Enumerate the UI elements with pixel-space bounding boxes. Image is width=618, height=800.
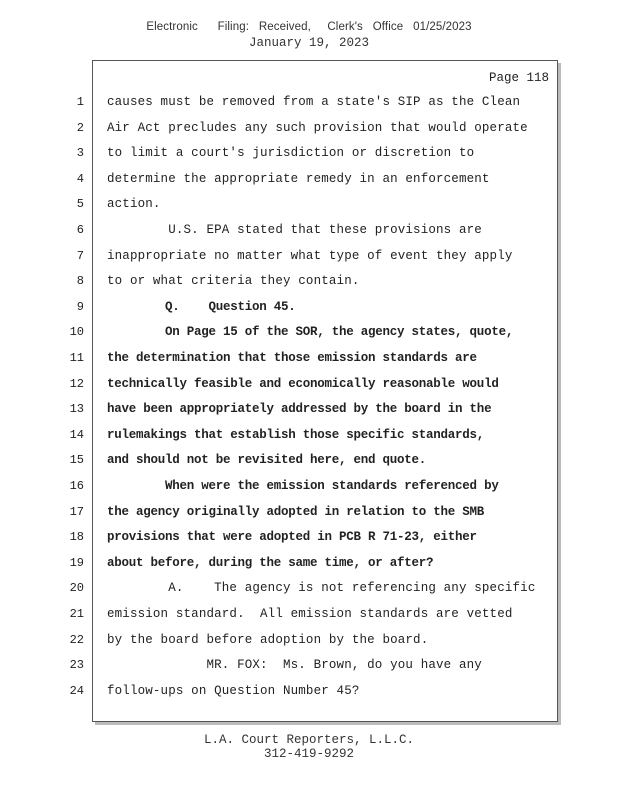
transcript-date: January 19, 2023	[248, 36, 370, 50]
line-number: 4	[76, 171, 84, 186]
line-text: the agency originally adopted in relation to the SMB	[107, 504, 485, 519]
line-number: 19	[69, 555, 84, 570]
line-text: to or what criteria they contain.	[107, 274, 360, 289]
line-number: 20	[69, 581, 84, 596]
line-number: 3	[76, 146, 84, 161]
line-number: 23	[69, 658, 84, 673]
line-number: 22	[69, 632, 84, 647]
line-text: by the board before adoption by the board.	[107, 632, 429, 647]
line-number: 15	[69, 453, 84, 468]
line-text: to limit a court's jurisdiction or discretion to	[107, 146, 475, 161]
line-number: 8	[76, 274, 84, 289]
line-number: 6	[76, 223, 84, 237]
footer-phone: 312-419-9292	[263, 747, 354, 761]
line-number: 13	[69, 402, 84, 417]
filing-stamp: Electronic Filing: Received, Clerk's Office 01/25/2023	[146, 21, 472, 33]
line-number: 17	[69, 504, 84, 519]
line-text: provisions that were adopted in PCB R 71-23, either	[107, 530, 477, 545]
line-text: about before, during the same time, or after?	[107, 555, 434, 570]
line-number: 5	[76, 197, 84, 212]
line-number: 12	[69, 376, 84, 391]
line-text: Air Act precludes any such provision that would operate	[107, 120, 528, 135]
footer-company: L.A. Court Reporters, L.L.C.	[203, 733, 415, 747]
line-number: 16	[69, 479, 84, 493]
line-number: 1	[76, 95, 84, 109]
line-text: A. The agency is not referencing any specific	[107, 581, 536, 596]
line-text: U.S. EPA stated that these provisions are	[107, 223, 482, 237]
line-text: rulemakings that establish those specific standards,	[107, 427, 485, 442]
line-text: Q. Question 45.	[107, 299, 296, 314]
line-number: 18	[69, 530, 84, 545]
line-text: determine the appropriate remedy in an enforcement	[107, 171, 490, 186]
line-number: 21	[69, 607, 84, 621]
line-text: follow-ups on Question Number 45?	[107, 683, 360, 698]
line-number: 2	[76, 120, 84, 135]
line-text: action.	[107, 197, 161, 212]
line-number: 9	[76, 299, 84, 314]
line-number: 14	[69, 427, 84, 442]
line-number: 7	[76, 248, 84, 263]
line-text: emission standard. All emission standards are vetted	[107, 607, 513, 621]
line-text: On Page 15 of the SOR, the agency states, quote,	[107, 325, 514, 340]
line-text: have been appropriately addressed by the board in the	[107, 402, 492, 417]
line-number: 11	[69, 351, 84, 365]
line-number: 10	[69, 325, 84, 340]
line-text: causes must be removed from a state's SIP as the Clean	[107, 95, 521, 109]
line-text: technically feasible and economically reasonable would	[107, 376, 499, 391]
line-text: the determination that those emission standards are	[107, 351, 477, 365]
line-text: inappropriate no matter what type of event they apply	[107, 248, 513, 263]
line-text: and should not be revisited here, end quote.	[107, 453, 427, 468]
line-number: 24	[69, 683, 84, 698]
line-text: When were the emission standards referenced by	[107, 479, 499, 493]
page-number: Page 118	[488, 71, 549, 85]
line-text: MR. FOX: Ms. Brown, do you have any	[107, 658, 482, 673]
